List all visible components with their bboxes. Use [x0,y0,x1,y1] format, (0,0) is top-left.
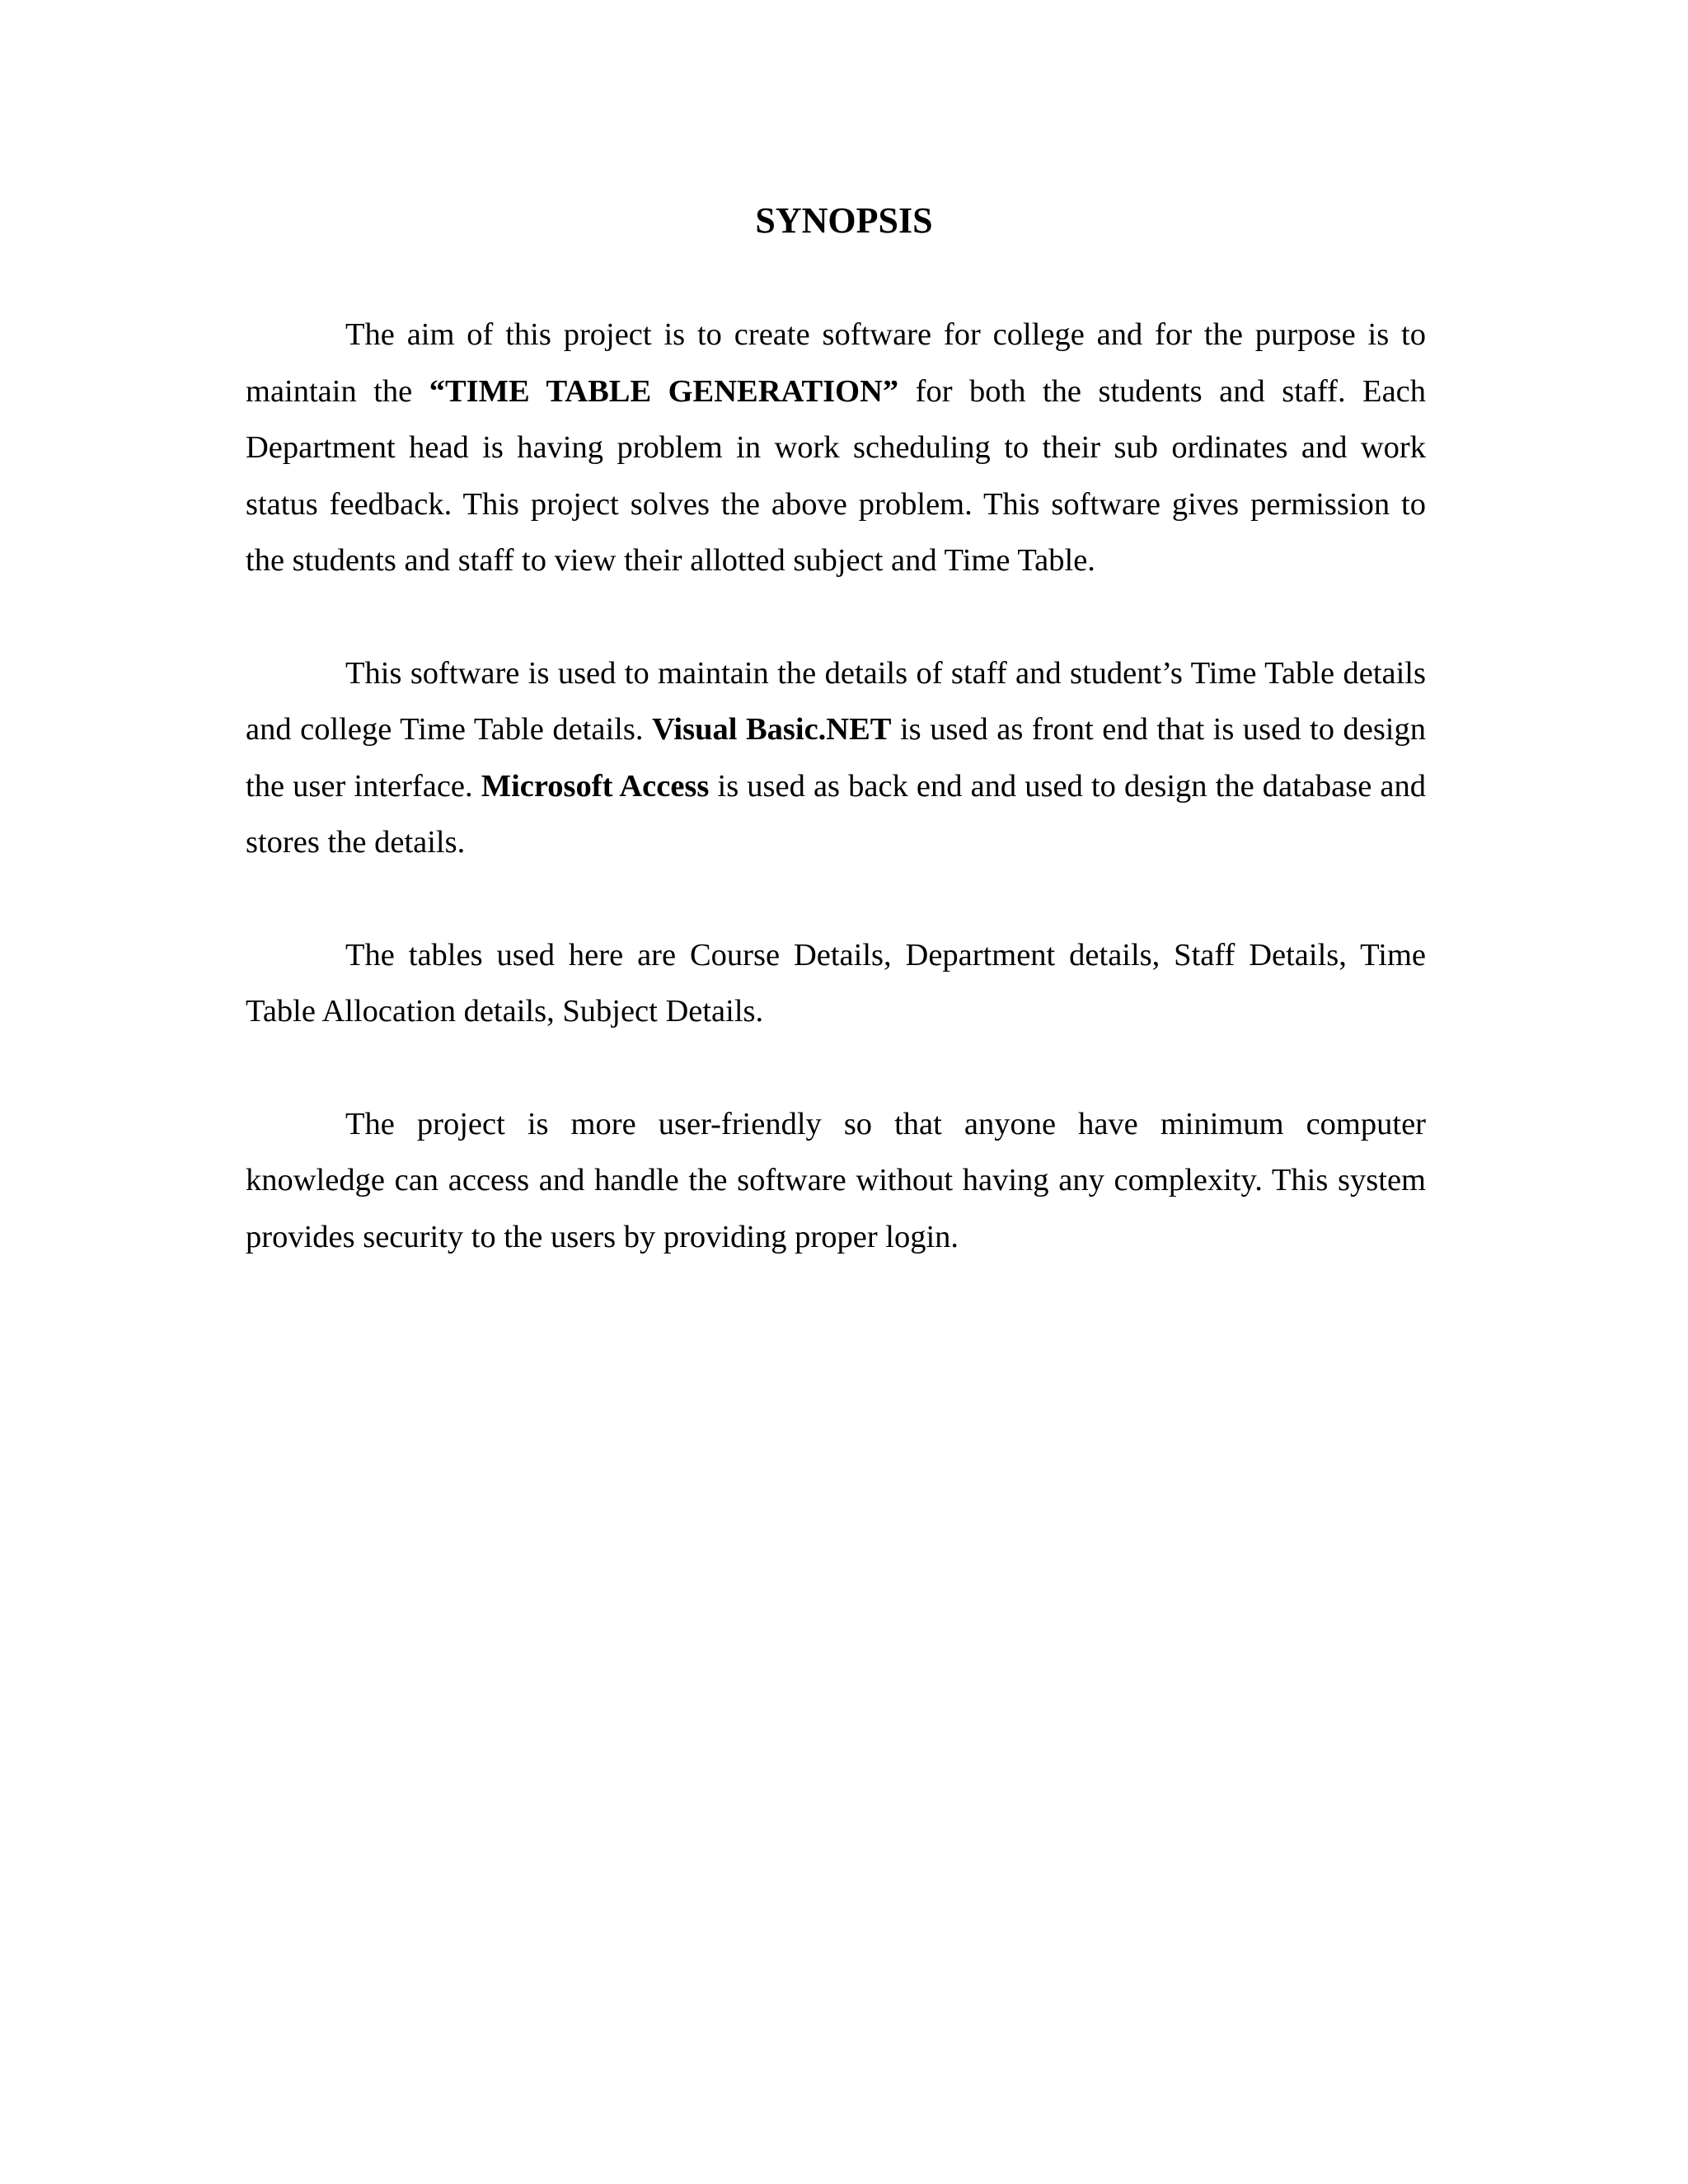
text-run: is used as front end that is used to design the user interface. [246,712,1426,804]
text-run: This software is used to maintain the details of staff and student’s Time Table details and college Time Table details. [246,655,1426,747]
paragraph-software-details [246,645,1426,871]
text-run: is used as back end and used to design the database and stores the details. [246,768,1426,860]
bold-text-run: Microsoft Access [481,768,710,804]
paragraph-aim [246,307,1426,589]
paragraph-tables [246,927,1426,1040]
bold-text-run: Visual Basic.NET [652,712,892,747]
text-run: for both the students and staff. Each Department head is having problem in work scheduling to their sub ordinates and work status feedback. This project solves the above problem. This software gives permission to the students and staff to view their allotted subject and Time Table. [246,373,1427,578]
text-run: The aim of this project is to create software for college and for the purpose is to maintain the [246,317,1426,409]
page-title: SYNOPSIS [755,200,933,241]
bold-text-run: “TIME TABLE GENERATION” [429,373,899,409]
paragraph-user-friendly [246,1096,1426,1266]
body-text [246,307,1426,1321]
text-run: The project is more user-friendly so that anyone have minimum computer knowledge can access and handle the software without having any complexity. This system provides security to the users by providing proper login. [246,1106,1426,1254]
text-run: The tables used here are Course Details, Department details, Staff Details, Time Table Allocation details, Subject Details. [246,937,1426,1029]
